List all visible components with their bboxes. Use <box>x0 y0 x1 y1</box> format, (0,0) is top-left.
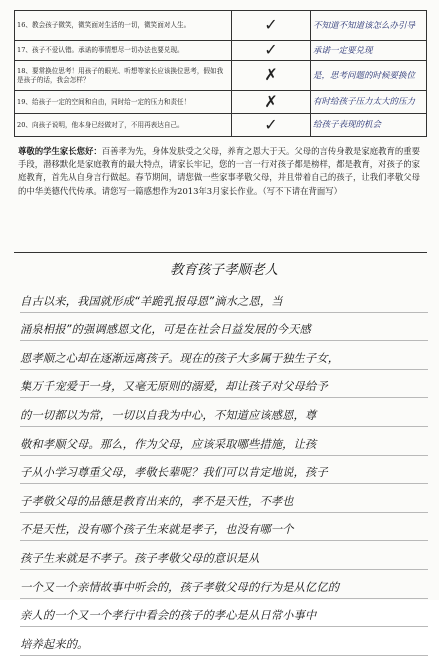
handwritten-note: 是，思考问题的时候要换位 <box>311 61 427 91</box>
question-row <box>15 41 427 61</box>
handwritten-essay <box>20 258 428 651</box>
essay-line: 一个又一个亲情故事中听会的，孩子孝敬父母的行为是从亿亿的 <box>20 570 428 599</box>
intro-body: 百善孝为先，身体发肤受之父母，养育之恩大于天。父母的言传身教是家庭教育的重要手段，潜移默化是家庭教育的最大特点，请家长牢记，您的一言一行对孩子都是榜样，都是教育，对孩子的家庭教育，首先从自身言行做起。春节期间，请您做一些家事孝敬父母，并且带着自己的孩子，让我们孝敬父母的中华美德代代传承。请您写一篇感想作为2013年3月家长作业。（写不下请在背面写） <box>18 146 420 196</box>
essay-line: 子从小学习尊重父母，孝敬长辈呢？我们可以肯定地说，孩子 <box>20 456 428 485</box>
essay-title: 教育孩子孝顺老人 <box>170 262 278 278</box>
section-divider <box>14 252 427 253</box>
question-text: 17、孩子不爱认错。承诺的事情想尽一切办法也要兑现。 <box>15 41 232 61</box>
answer-mark: ✗ <box>264 65 278 84</box>
essay-line: 子孝敬父母的品德是教育出来的，孝不是天性，不孝也 <box>20 484 428 513</box>
answer-mark: ✗ <box>264 91 278 111</box>
answer-mark: ✓ <box>264 40 278 59</box>
essay-line: 的一切都以为常，一切以自我为中心，不知道应该感恩，尊 <box>20 398 428 427</box>
intro-salutation: 尊敬的学生家长您好： <box>18 146 102 156</box>
question-row <box>15 114 427 137</box>
essay-line: 自古以来，我国就形成“羊跪乳报母恩”滴水之恩，当 <box>20 284 428 313</box>
question-row <box>15 91 427 114</box>
cross-mark-icon <box>232 61 311 91</box>
essay-line: 涌泉相报”的强调感恩文化，可是在社会日益发展的今天感 <box>20 313 428 342</box>
check-mark-icon <box>232 114 311 137</box>
essay-line: 孩子生来就是不孝子。孩子孝敬父母的意识是从 <box>20 541 428 570</box>
questionnaire-table <box>14 10 427 137</box>
check-mark-icon <box>232 41 311 61</box>
question-row <box>15 11 427 41</box>
check-mark-icon <box>232 11 311 41</box>
answer-mark: ✓ <box>264 15 278 34</box>
essay-line: 不是天性，没有哪个孩子生来就是孝子，也没有哪一个 <box>20 513 428 542</box>
question-row <box>15 61 427 91</box>
essay-line: 培养起来的。 <box>20 627 428 656</box>
essay-line: 恩孝顺之心却在逐渐远离孩子。现在的孩子大多属于独生子女， <box>20 341 428 370</box>
handwritten-note: 有时给孩子压力太大的压力 <box>311 91 427 114</box>
question-text: 20、向孩子说明，他本身已经做对了，不用再表达自己。 <box>15 114 232 137</box>
handwritten-note: 不知道不知道该怎么办引导 <box>311 11 427 41</box>
essay-line: 集万千宠爱于一身，又毫无原则的溺爱，却让孩子对父母给予 <box>20 370 428 399</box>
question-text: 18、要常换位思考！用孩子的眼光、听想等家长应该换位思考，假如我是孩子的话，我会怎样？ <box>15 61 232 91</box>
question-text: 19、给孩子一定的空间和自由，同时给一定的压力和责任！ <box>15 91 232 114</box>
cross-mark-icon <box>232 91 311 114</box>
handwritten-note: 承诺一定要兑现 <box>311 41 427 61</box>
parent-letter-intro <box>18 145 428 198</box>
essay-line: 亲人的一个又一个孝行中看会的孩子的孝心是从日常小事中 <box>20 599 428 628</box>
answer-mark: ✓ <box>264 114 278 134</box>
question-text: 16、教会孩子微笑，微笑面对生活的一切，微笑面对人生。 <box>15 11 232 41</box>
essay-line: 敬和孝顺父母。那么，作为父母，应该采取哪些措施，让孩 <box>20 427 428 456</box>
handwritten-note: 给孩子表现的机会 <box>311 114 427 137</box>
